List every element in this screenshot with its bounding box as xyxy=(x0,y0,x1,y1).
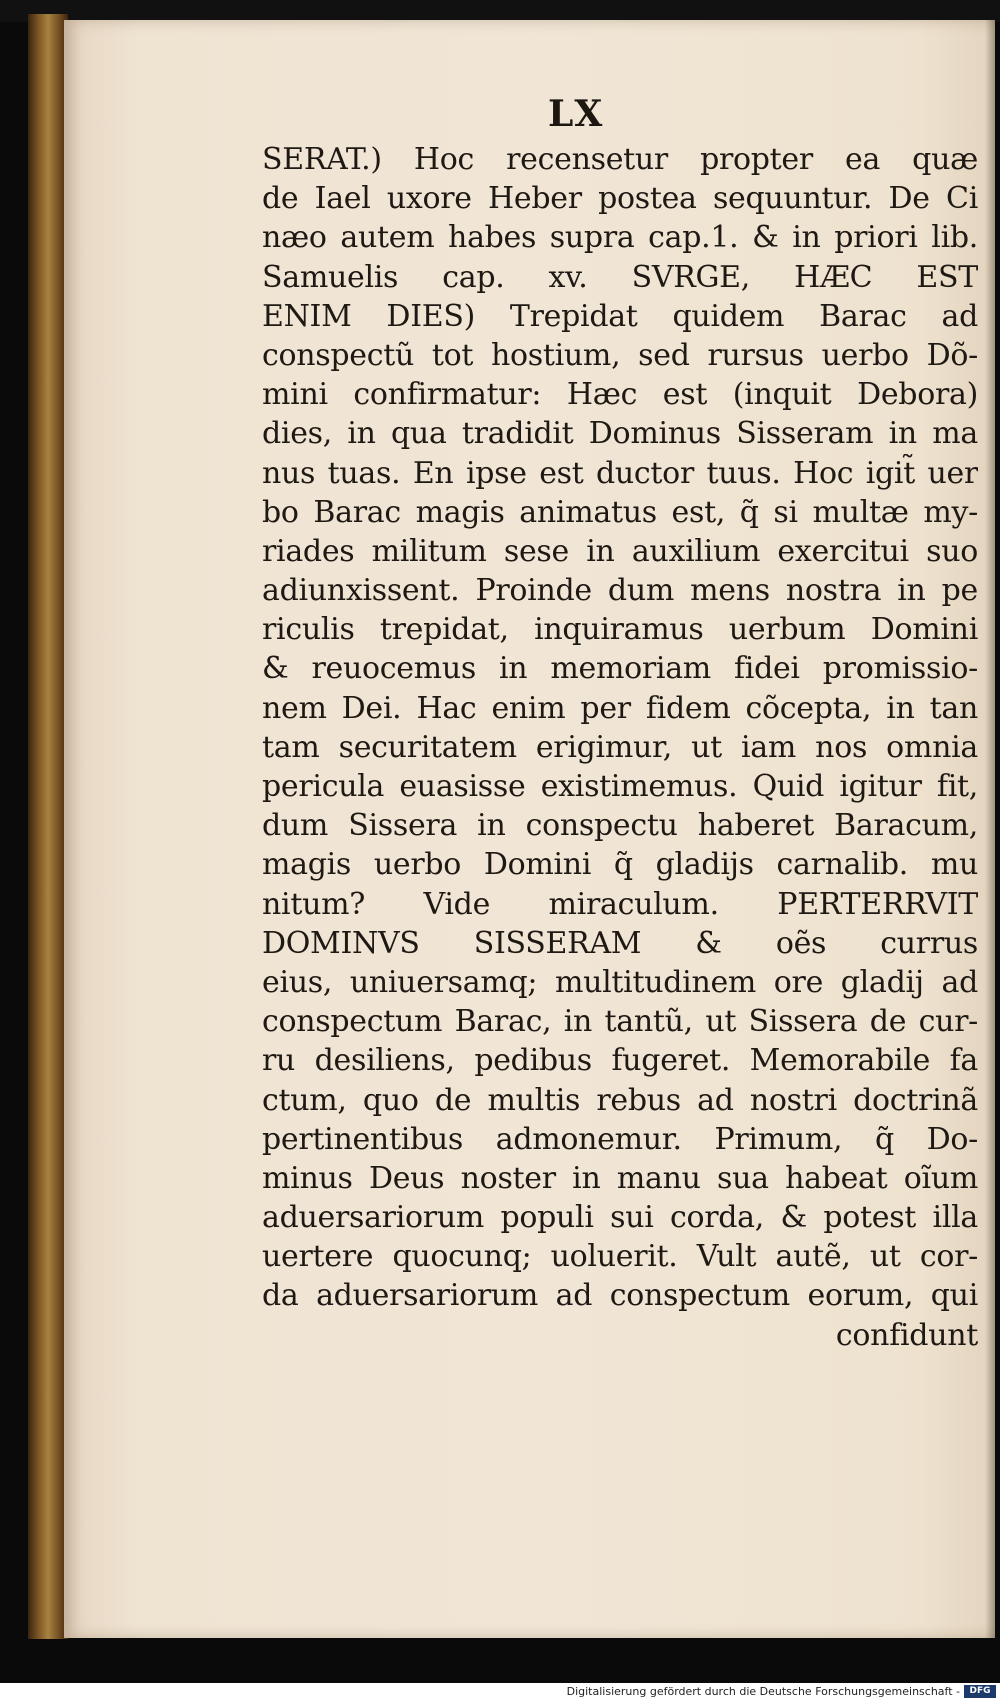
scan-top-border xyxy=(0,0,1000,22)
text-line: & reuocemus in memoriam fidei promissio- xyxy=(262,651,978,687)
page-text-block xyxy=(262,140,978,1355)
text-line: nem Dei. Hac enim per fidem cõcepta, in tan xyxy=(262,690,978,726)
text-line: ctum, quo de multis rebus ad nostri doctrinã xyxy=(262,1082,978,1118)
text-line: SERAT.) Hoc recensetur propter ea quæ xyxy=(262,142,978,177)
catchword: confidunt xyxy=(835,1317,978,1353)
text-line: conspectũ tot hostium, sed rursus uerbo Dõ- xyxy=(262,337,978,373)
text-line: ENIM DIES) Trepidat quidem Barac ad xyxy=(262,298,978,334)
text-line: adiunxissent. Proinde dum mens nostra in pe xyxy=(262,573,978,609)
text-line: DOMINVS SISSERAM & oẽs currus xyxy=(262,925,978,961)
text-line: aduersariorum populi sui corda, & potest illa xyxy=(262,1200,978,1236)
text-line: dum Sissera in conspectu haberet Baracum, xyxy=(262,808,978,844)
digitization-attribution: Digitalisierung gefördert durch die Deutsche Forschungsgemeinschaft - xyxy=(566,1685,960,1698)
text-line: riculis trepidat, inquiramus uerbum Domini xyxy=(262,612,978,648)
text-line: pericula euasisse existimemus. Quid igitur fit, xyxy=(262,769,978,804)
text-line: eius, uniuersamq; multitudinem ore gladij ad xyxy=(262,964,978,1000)
text-line: nus tuas. En ipse est ductor tuus. Hoc igit̃ uer xyxy=(262,455,978,491)
text-line: pertinentibus admonemur. Primum, q̃ Do- xyxy=(262,1121,978,1157)
text-line: ru desiliens, pedibus fugeret. Memorabile fa xyxy=(262,1043,978,1079)
text-line: de Iael uxore Heber postea sequuntur. De Ci xyxy=(262,181,978,217)
page-gutter-shadow xyxy=(985,20,995,1638)
dfg-logo: DFG xyxy=(964,1685,996,1698)
text-line: minus Deus noster in manu sua habeat oĩum xyxy=(262,1160,978,1196)
folio-number: LX xyxy=(548,93,604,135)
text-line: da aduersariorum ad conspectum eorum, qui xyxy=(262,1278,978,1314)
text-line: Samuelis cap. xv. SVRGE, HÆC EST xyxy=(262,259,978,295)
text-line: conspectum Barac, in tantũ, ut Sissera de cur- xyxy=(262,1004,978,1040)
text-line: nitum? Vide miraculum. PERTERRVIT xyxy=(262,886,978,922)
text-line: tam securitatem erigimur, ut iam nos omnia xyxy=(262,729,978,765)
text-line: uertere quocunq; uoluerit. Vult autẽ, ut cor- xyxy=(262,1239,978,1275)
book-page-edge xyxy=(28,14,68,1639)
text-line: riades militum sese in auxilium exercitui suo xyxy=(262,533,978,569)
text-line: mini confirmatur: Hæc est (inquit Debora) xyxy=(262,377,978,413)
text-line: dies, in qua tradidit Dominus Sisseram in ma xyxy=(262,416,978,452)
text-line: magis uerbo Domini q̃ gladijs carnalib. mu xyxy=(262,847,978,883)
text-line: næo autem habes supra cap.1. & in priori lib. xyxy=(262,220,978,256)
text-line: bo Barac magis animatus est, q̃ si multæ my- xyxy=(262,494,978,530)
